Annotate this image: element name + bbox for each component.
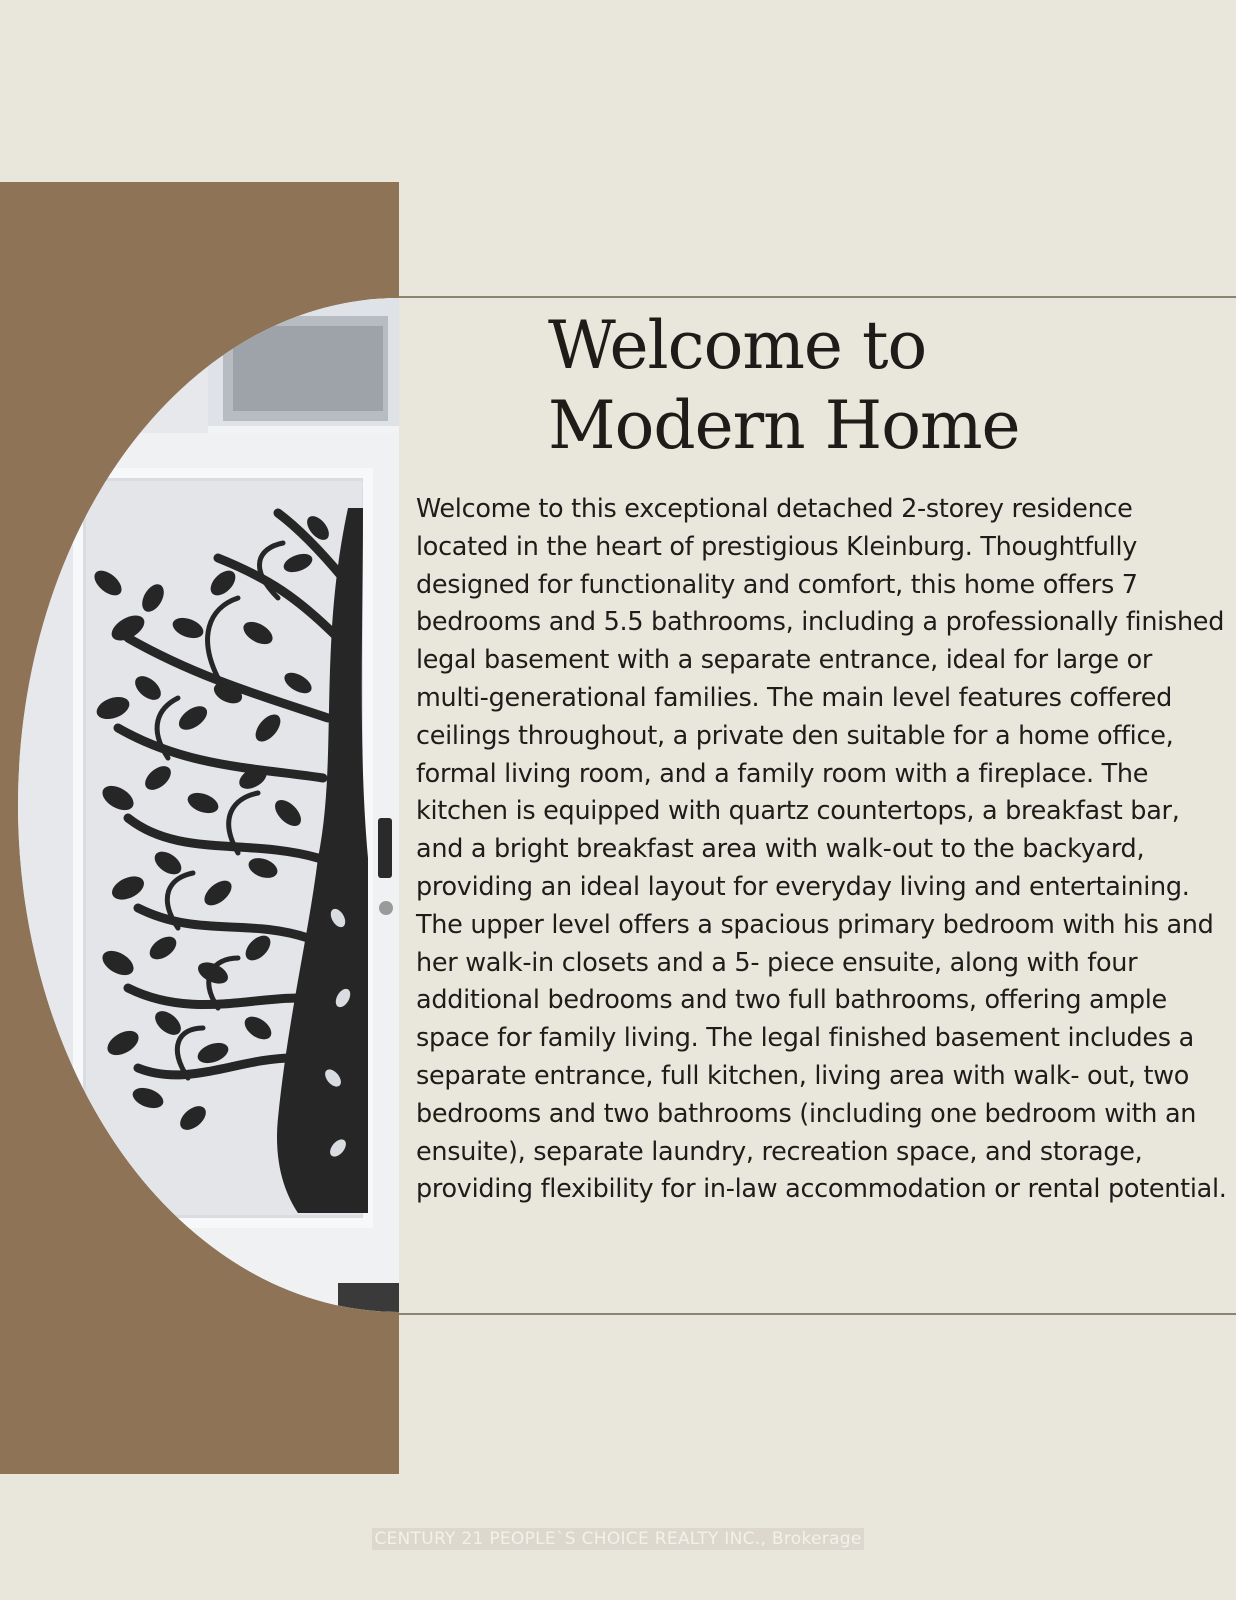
- property-description: Welcome to this exceptional detached 2-storey residence located in the heart of prestigious Kleinburg. Thoughtfully designed for functionality and comfort, this home offers 7 bedrooms and 5.5 bathrooms, including a professionally finished legal basement with a separate entrance, ideal for large or multi-generational families. The main level features coffered ceilings throughout, a private den suitable for a home office, formal living room, and a family room with a fireplace. The kitchen is equipped with quartz countertops, a breakfast bar, and a bright breakfast area with walk-out to the backyard, providing an ideal layout for everyday living and entertaining. The upper level offers a spacious primary bedroom with his and her walk-in closets and a 5- piece ensuite, along with four additional bedrooms and two full bathrooms, offering ample space for family living. The legal finished basement includes a separate entrance, full kitchen, living area with walk- out, two bedrooms and two bathrooms (including one bedroom with an ensuite), separate laundry, recreation space, and storage, providing flexibility for in-law accommodation or rental potential.: [416, 494, 1227, 1205]
- bottom-divider-line: [399, 1313, 1236, 1315]
- brokerage-name: CENTURY 21 PEOPLE`S CHOICE REALTY INC., Brokerage: [374, 1529, 862, 1549]
- brokerage-footer: [0, 1529, 1236, 1549]
- page-title: [548, 306, 1188, 466]
- title-line-2: Modern Home: [548, 387, 1020, 464]
- title-line-1: Welcome to: [548, 307, 927, 384]
- top-divider-line: [399, 296, 1236, 298]
